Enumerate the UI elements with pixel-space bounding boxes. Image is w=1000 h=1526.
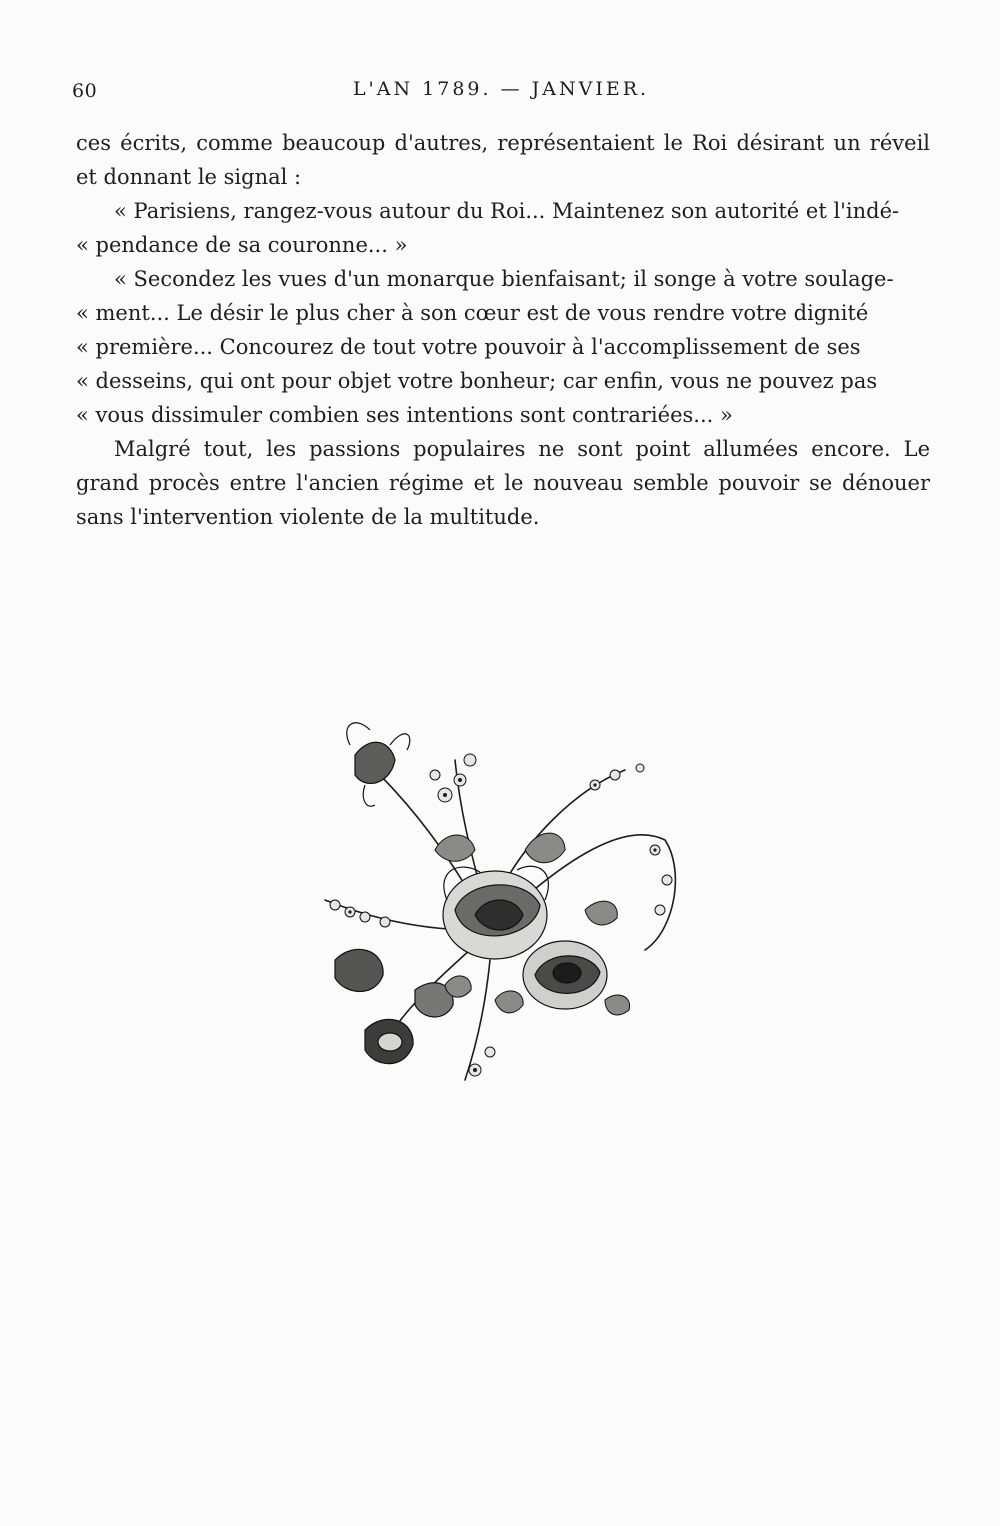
flower-bouquet-icon	[295, 700, 715, 1110]
quotation-1	[76, 194, 930, 262]
quote-line: « vous dissimuler combien ses intentions sont contrariées... »	[76, 403, 733, 427]
page-number: 60	[72, 80, 98, 102]
quotation-2	[76, 262, 930, 432]
paragraph-conclusion: Malgré tout, les passions populaires ne sont point allumées encore. Le grand procès entre l'ancien régime et le nouveau semble pouvoir se dénouer sans l'intervention violente de la multitude.	[76, 437, 930, 529]
body-text	[76, 126, 930, 534]
page-header	[72, 78, 930, 108]
quote-line: « Parisiens, rangez-vous autour du Roi... Maintenez son autorité et l'indé-	[114, 199, 900, 223]
quote-line: « ment... Le désir le plus cher à son cœur est de vous rendre votre dignité	[76, 301, 869, 325]
quote-line: « desseins, qui ont pour objet votre bonheur; car enfin, vous ne pouvez pas	[76, 369, 878, 393]
quote-line: « pendance de sa couronne... »	[76, 233, 408, 257]
quote-line: « Secondez les vues d'un monarque bienfaisant; il songe à votre soulage-	[114, 267, 894, 291]
paragraph-continuation: ces écrits, comme beaucoup d'autres, représentaient le Roi désirant un réveil et donnant le signal :	[76, 131, 930, 189]
quote-line: « première... Concourez de tout votre pouvoir à l'accomplissement de ses	[76, 335, 861, 359]
running-title: L'AN 1789. — JANVIER.	[352, 78, 650, 100]
